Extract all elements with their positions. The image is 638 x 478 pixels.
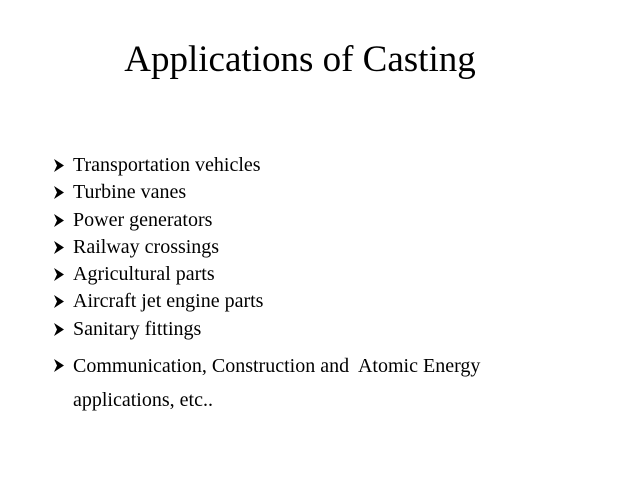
bullet-text: Sanitary fittings	[73, 317, 202, 340]
list-item	[52, 234, 612, 261]
list-item	[52, 152, 612, 179]
list-item	[52, 316, 612, 343]
arrowhead-bullet-icon	[52, 316, 68, 343]
list-item	[52, 207, 612, 234]
arrowhead-bullet-icon	[52, 234, 68, 261]
arrowhead-bullet-icon	[52, 288, 68, 315]
bullet-text: Turbine vanes	[73, 181, 187, 204]
arrowhead-bullet-icon	[52, 352, 68, 379]
list-item	[52, 288, 612, 315]
arrowhead-bullet-icon	[52, 261, 68, 288]
arrowhead-bullet-icon	[52, 152, 68, 179]
bullet-list	[52, 152, 612, 417]
list-item	[52, 261, 612, 288]
slide-title: Applications of Casting	[124, 39, 476, 80]
arrowhead-bullet-icon	[52, 207, 68, 234]
bullet-text: Communication, Construction and Atomic Energy applications, etc..	[73, 355, 486, 412]
bullet-text: Agricultural parts	[73, 263, 215, 286]
bullet-text: Transportation vehicles	[73, 154, 261, 176]
bullet-text: Railway crossings	[73, 235, 220, 258]
arrowhead-bullet-icon	[52, 179, 68, 206]
list-item	[52, 349, 513, 417]
bullet-text: Power generators	[73, 208, 213, 231]
list-item	[52, 179, 612, 206]
bullet-text: Aircraft jet engine parts	[73, 290, 264, 313]
